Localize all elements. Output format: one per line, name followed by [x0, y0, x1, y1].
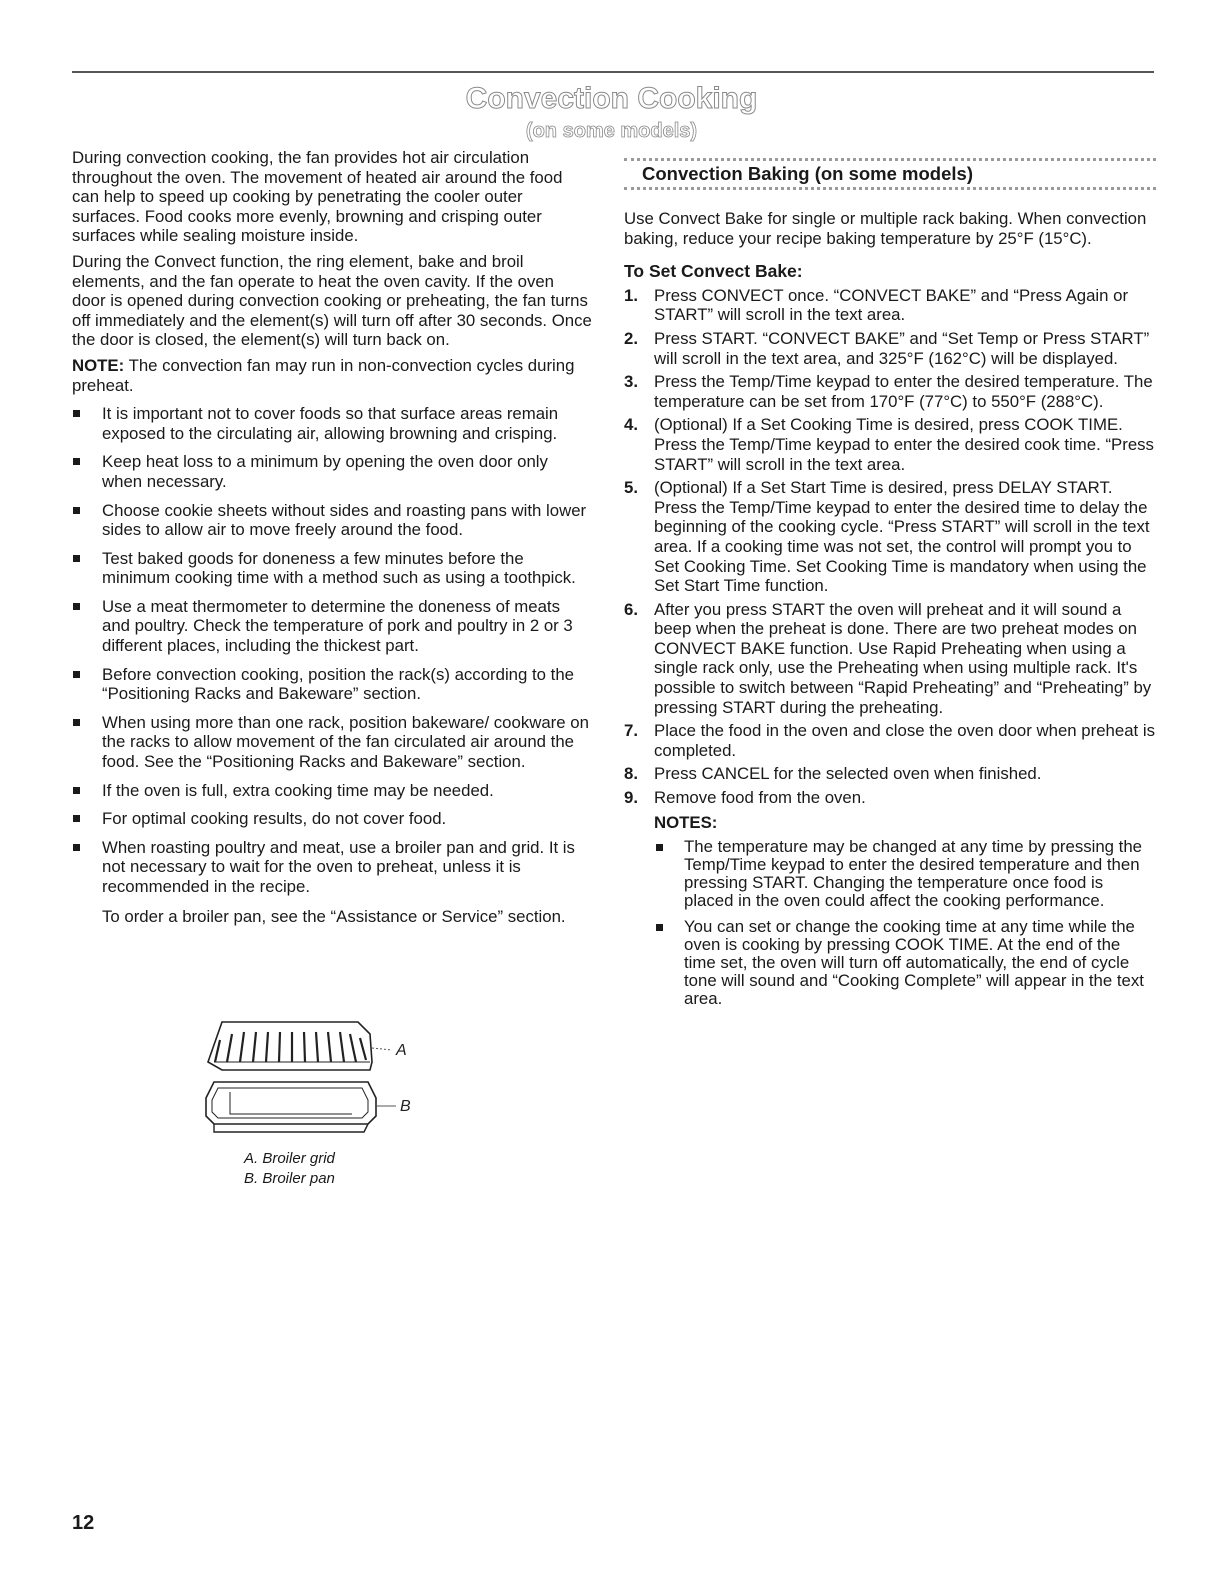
right-column [624, 158, 1156, 1016]
step-text: Press START. “CONVECT BAKE” and “Set Temp or Press START” will scroll in the text area, and 325°F (162°C) will be displayed. [654, 328, 1150, 368]
tip-item: Choose cookie sheets without sides and roasting pans with lower sides to allow air to move freely around the food. [72, 501, 592, 540]
convect-function-paragraph: During the Convect function, the ring element, bake and broil elements, and the fan operate to heat the oven cavity. If the oven door is opened during convection cooking or preheating, the fan turns off immediately and the element(s) will turn off after 30 seconds. Once the door is closed, the element(s) will turn back on. [72, 251, 592, 350]
tip-item: When roasting poultry and meat, use a broiler pan and grid. It is not necessary to wait for the oven to preheat, unless it is recommended in the recipe. [72, 838, 592, 897]
step-text: Remove food from the oven. [654, 788, 866, 808]
procedure-heading: To Set Convect Bake: [624, 261, 803, 282]
broiler-pan-drawing [206, 1082, 376, 1132]
step-text: Place the food in the oven and close the oven door when preheat is completed. [654, 721, 1155, 760]
procedure-step [624, 286, 1156, 325]
step-text: After you press START the oven will preheat and it will sound a beep when the preheat is done. There are two preheat modes on CONVECT BAKE function. Use Rapid Preheating when using a single rack only, use the Preheating when using multiple rack. It's possible to switch between “Rapid Preheating” and “Preheating” by pressing START during the preheating. [654, 599, 1152, 717]
step-text: Press the Temp/Time keypad to enter the desired temperature. The temperature can be set from 170°F (77°C) to 550°F (288°C). [654, 372, 1153, 411]
procedure-step [624, 721, 1156, 760]
section-heading: Convection Baking (on some models) [624, 158, 1156, 190]
tip-item: When using more than one rack, position bakeware/ cookware on the racks to allow movement of the fan circulated air around the food. See the “Positioning Racks and Bakeware” section. [72, 713, 592, 772]
tip-item: If the oven is full, extra cooking time may be needed. [72, 781, 592, 801]
procedure-step [624, 764, 1156, 784]
convection-baking-intro: Use Convect Bake for single or multiple rack baking. When convection baking, reduce your recipe baking temperature by 25°F (15°C). [624, 209, 1147, 248]
leader-line-a [372, 1048, 392, 1050]
note-item: The temperature may be changed at any time by pressing the Temp/Time keypad to enter the desired temperature and then pressing START. Changing the temperature once food is placed in the oven could affect the cooking performance. [624, 838, 1156, 910]
step-number: 7. [624, 721, 638, 741]
broiler-pan-illustration [200, 1012, 440, 1142]
step-number: 6. [624, 599, 638, 619]
step-number: 2. [624, 328, 638, 348]
order-broiler-pan-text: To order a broiler pan, see the “Assistance or Service” section. [102, 906, 566, 926]
caption-broiler-grid: A. Broiler grid [244, 1150, 335, 1167]
note-paragraph [72, 356, 592, 395]
step-number: 5. [624, 478, 638, 498]
note-label: NOTE: [72, 355, 125, 375]
step-number: 8. [624, 764, 638, 784]
procedure-step [624, 478, 1156, 596]
tip-item: Test baked goods for doneness a few minutes before the minimum cooking time with a method such as using a toothpick. [72, 549, 592, 588]
procedure-step [624, 372, 1156, 411]
note-text: The convection fan may run in non-convection cycles during preheat. [72, 355, 575, 395]
step-text: (Optional) If a Set Cooking Time is desired, press COOK TIME. Press the Temp/Time keypad to enter the desired cook time. “Press START” will scroll in the text area. [654, 415, 1154, 474]
broiler-grid-drawing [208, 1022, 372, 1070]
label-b: B [400, 1098, 411, 1115]
note-item: You can set or change the cooking time at any time while the oven is cooking by pressing COOK TIME. At the end of the time set, the oven will turn off automatically, the end of cycle tone will sound and “Cooking Complete” will appear in the text area. [624, 918, 1156, 1008]
notes-heading: NOTES: [654, 812, 718, 832]
page-subtitle: (on some models) [525, 120, 698, 142]
tip-item: Use a meat thermometer to determine the doneness of meats and poultry. Check the temperature of pork and poultry in 2 or 3 different places, including the thickest part. [72, 597, 592, 656]
procedure-step [624, 788, 1156, 808]
tip-item: It is important not to cover foods so that surface areas remain exposed to the circulating air, allowing browning and crisping. [72, 404, 592, 443]
procedure-step [624, 600, 1156, 718]
figure-caption [244, 1149, 335, 1189]
step-text: Press CONVECT once. “CONVECT BAKE” and “Press Again or START” will scroll in the text area. [654, 285, 1129, 325]
procedure-step [624, 329, 1156, 368]
step-text: Press CANCEL for the selected oven when finished. [654, 764, 1042, 784]
tip-item: For optimal cooking results, do not cover food. [72, 809, 592, 829]
top-rule [72, 71, 1154, 73]
step-number: 9. [624, 788, 638, 808]
tip-item: Keep heat loss to a minimum by opening the oven door only when necessary. [72, 452, 592, 491]
label-a: A [396, 1042, 407, 1059]
step-number: 4. [624, 415, 638, 435]
intro-paragraph: During convection cooking, the fan provides hot air circulation throughout the oven. The movement of heated air around the food can help to speed up cooking by penetrating the cooler outer surfaces. Food cooks more evenly, browning and crisping outer surfaces while sealing moisture inside. [72, 148, 563, 246]
page-number: 12 [72, 1512, 95, 1534]
procedure-step [624, 415, 1156, 474]
tip-item: Before convection cooking, position the rack(s) according to the “Positioning Racks and Bakeware” section. [72, 665, 592, 704]
step-text: (Optional) If a Set Start Time is desired, press DELAY START. Press the Temp/Time keypad to enter the desired time to delay the beginning of the cooking cycle. “Press START” will scroll in the text area. If a cooking time was not set, the control will prompt you to Set Cooking Time. Set Cooking Time is mandatory when using the Set Start Time function. [654, 478, 1150, 596]
step-number: 1. [624, 285, 638, 305]
left-column [72, 148, 592, 926]
caption-broiler-pan: B. Broiler pan [244, 1170, 335, 1187]
step-number: 3. [624, 372, 638, 392]
page-title: Convection Cooking [465, 82, 758, 115]
